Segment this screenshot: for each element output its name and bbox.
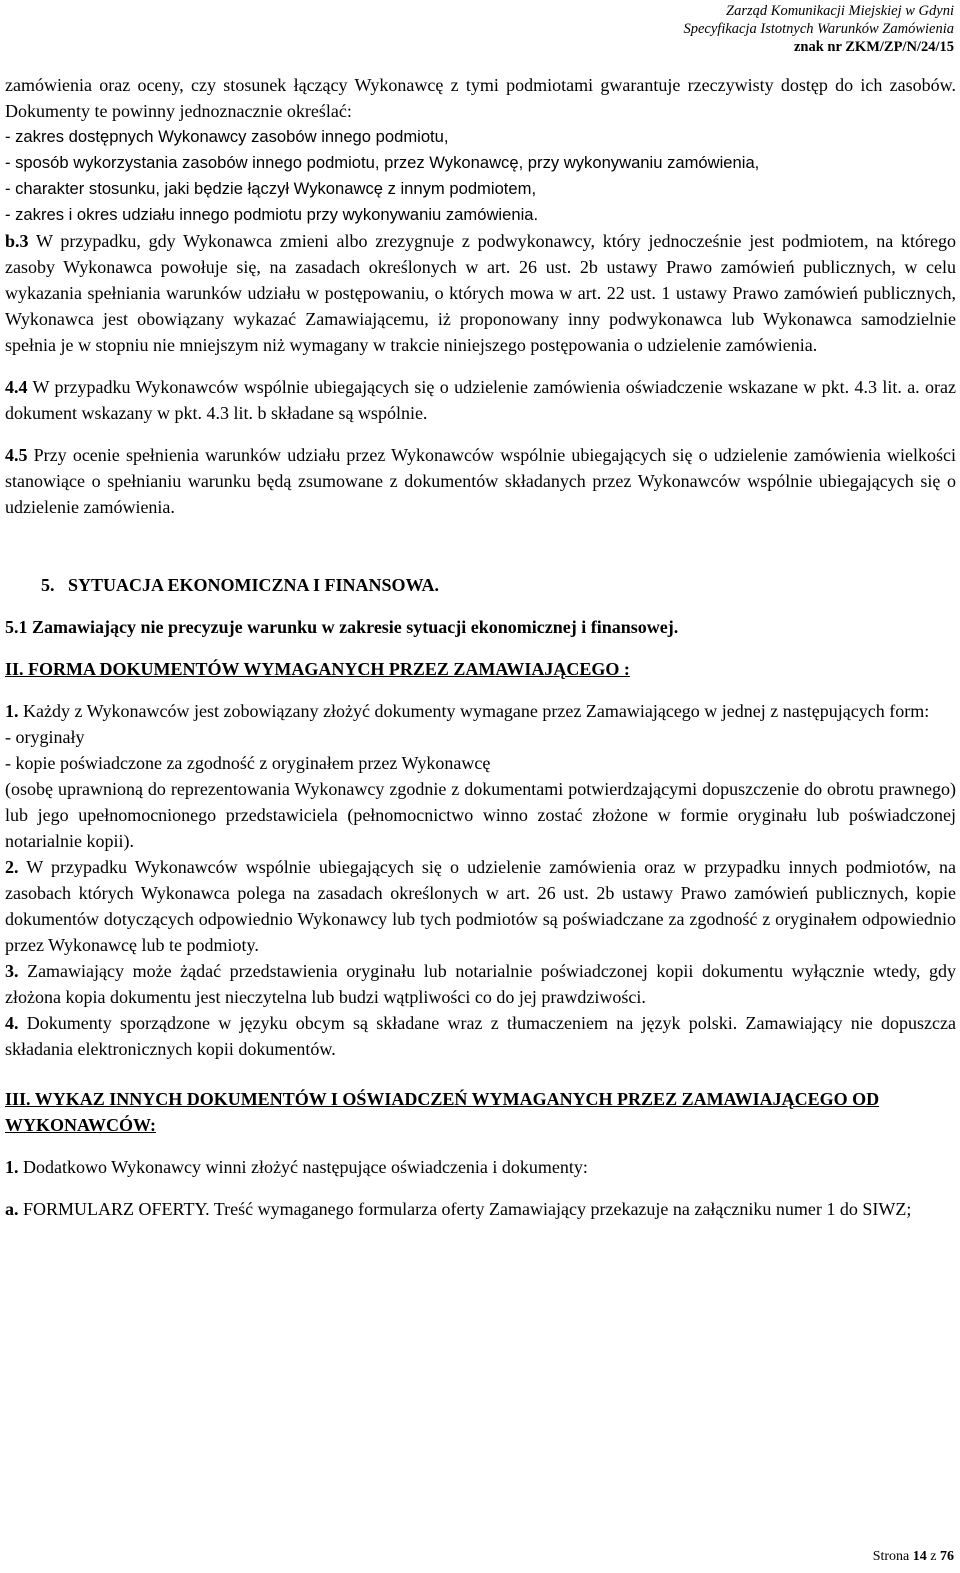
header-organization: Zarząd Komunikacji Miejskiej w Gdyni (726, 3, 954, 19)
footer-prefix: Strona (872, 1549, 913, 1564)
paragraph-4-4-number: 4.4 (5, 377, 28, 397)
paragraph-III-1: 1. Dodatkowo Wykonawcy winni złożyć następujące oświadczenia i dokumenty: (5, 1157, 588, 1177)
paragraph-II-4: 4. Dokumenty sporządzone w języku obcym są składane wraz z tłumaczeniem na język polski. Zamawiający nie dopuszcza składania elektronicznych kopii dokumentów. (5, 1013, 956, 1059)
paragraph-b3-text: W przypadku, gdy Wykonawca zmieni albo zrezygnuje z podwykonawcy, który jednocześnie jest podmiotem, na którego zasoby Wykonawca powołuje się, na zasadach określonych w art. 26 ust. 2b ustawy Prawo zamówień publicznych, w celu wykazania spełniania warunków udziału w postępowaniu, o których mowa w art. 22 ust. 1 ustawy Prawo zamówień publicznych, Wykonawca jest obowiązany wykazać Zamawiającemu, iż proponowany inny podwykonawca lub Wykonawca samodzielnie spełnia je w stopniu nie mniejszym niż wymagany w trakcie niniejszego postępowania o udzielenie zamówienia. (5, 231, 956, 355)
paragraph-b3-number: b.3 (5, 231, 29, 251)
page-footer (873, 1549, 954, 1565)
list-item-relationship: - charakter stosunku, jaki będzie łączył Wykonawcę z innym podmiotem, (5, 179, 537, 198)
paragraph-b3 (5, 228, 956, 358)
paragraph-II-3: 3. Zamawiający może żądać przedstawienia oryginału lub notarialnie poświadczonej kopii dokumentu wyłącznie wtedy, gdy złożona kopia dokumentu jest nieczytelna lub budzi wątpliwości co do jej prawdziwości. (5, 961, 956, 1007)
header-document-title: Specyfikacja Istotnych Warunków Zamówienia (683, 21, 954, 37)
list-item-certified-copies: - kopie poświadczone za zgodność z oryginałem przez Wykonawcę (5, 753, 491, 773)
paragraph-4-4-text: W przypadku Wykonawców wspólnie ubiegających się o udzielenie zamówienia oświadczenie wskazane w pkt. 4.3 lit. a. oraz dokument wskazany w pkt. 4.3 lit. b składane są wspólnie. (5, 377, 956, 423)
footer-total-pages: 76 (940, 1549, 954, 1564)
list-item-resources-usage: - sposób wykorzystania zasobów innego podmiotu, przez Wykonawcę, przy wykonywaniu zamówienia, (5, 153, 760, 172)
paragraph-5-1: 5.1 Zamawiający nie precyzuje warunku w zakresie sytuacji ekonomicznej i finansowej. (5, 617, 679, 637)
footer-separator: z (926, 1549, 940, 1564)
paragraph-4-5-text: Przy ocenie spełnienia warunków udziału przez Wykonawców wspólnie ubiegających się o udzielenie zamówienia wielkości stanowiące o spełnianiu warunku będą zsumowane z dokumentów składanych przez Wykonawców wspólnie ubiegających się o udzielenie zamówienia. (5, 445, 956, 517)
list-item-participation: - zakres i okres udziału innego podmiotu przy wykonywaniu zamówienia. (5, 205, 539, 224)
document-body (5, 72, 956, 1222)
paragraph-II-2: 2. W przypadku Wykonawców wspólnie ubiegających się o udzielenie zamówienia oraz w przypadku innych podmiotów, na zasobach których Wykonawca polega na zasadach określonych w art. 26 ust. 2b ustawy Prawo zamówień publicznych, kopie dokumentów dotyczących odpowiednio Wykonawcy lub tych podmiotów są poświadczane za zgodność z oryginałem odpowiednio przez Wykonawcę lub te podmioty. (5, 857, 956, 955)
section-III-heading: III. WYKAZ INNYCH DOKUMENTÓW I OŚWIADCZEŃ WYMAGANYCH PRZEZ ZAMAWIAJĄCEGO OD WYKONAWCÓW: (5, 1089, 880, 1135)
paragraph-4-5 (5, 442, 956, 520)
paragraph-III-a: a. FORMULARZ OFERTY. Treść wymaganego formularza oferty Zamawiający przekazuje na załączniku numer 1 do SIWZ; (5, 1199, 912, 1219)
paragraph-4-5-number: 4.5 (5, 445, 28, 465)
section-II-heading: II. FORMA DOKUMENTÓW WYMAGANYCH PRZEZ ZAMAWIAJĄCEGO : (5, 659, 630, 679)
paragraph-intro: zamówienia oraz oceny, czy stosunek łączący Wykonawcę z tymi podmiotami gwarantuje rzeczywisty dostęp do ich zasobów. Dokumenty te powinny jednoznacznie określać: (5, 75, 956, 121)
list-item-originals: - oryginały (5, 727, 85, 747)
section-5-heading: 5. SYTUACJA EKONOMICZNA I FINANSOWA. (41, 575, 440, 595)
header-reference-number: znak nr ZKM/ZP/N/24/15 (793, 39, 954, 55)
page-header (684, 2, 955, 56)
paragraph-II-1: 1. Każdy z Wykonawców jest zobowiązany złożyć dokumenty wymagane przez Zamawiającego w jednej z następujących form: (5, 701, 930, 721)
list-item-resources-scope: - zakres dostępnych Wykonawcy zasobów innego podmiotu, (5, 127, 449, 146)
paragraph-4-4 (5, 374, 956, 426)
footer-page-number: 14 (912, 1549, 927, 1564)
paragraph-II-1-note: (osobę uprawnioną do reprezentowania Wykonawcy zgodnie z dokumentami potwierdzającymi dopuszczenie do obrotu prawnego) lub jego upełnomocnionego przedstawiciela (pełnomocnictwo winno zostać złożone w formie oryginału lub poświadczonej notarialnie kopii). (5, 779, 956, 851)
